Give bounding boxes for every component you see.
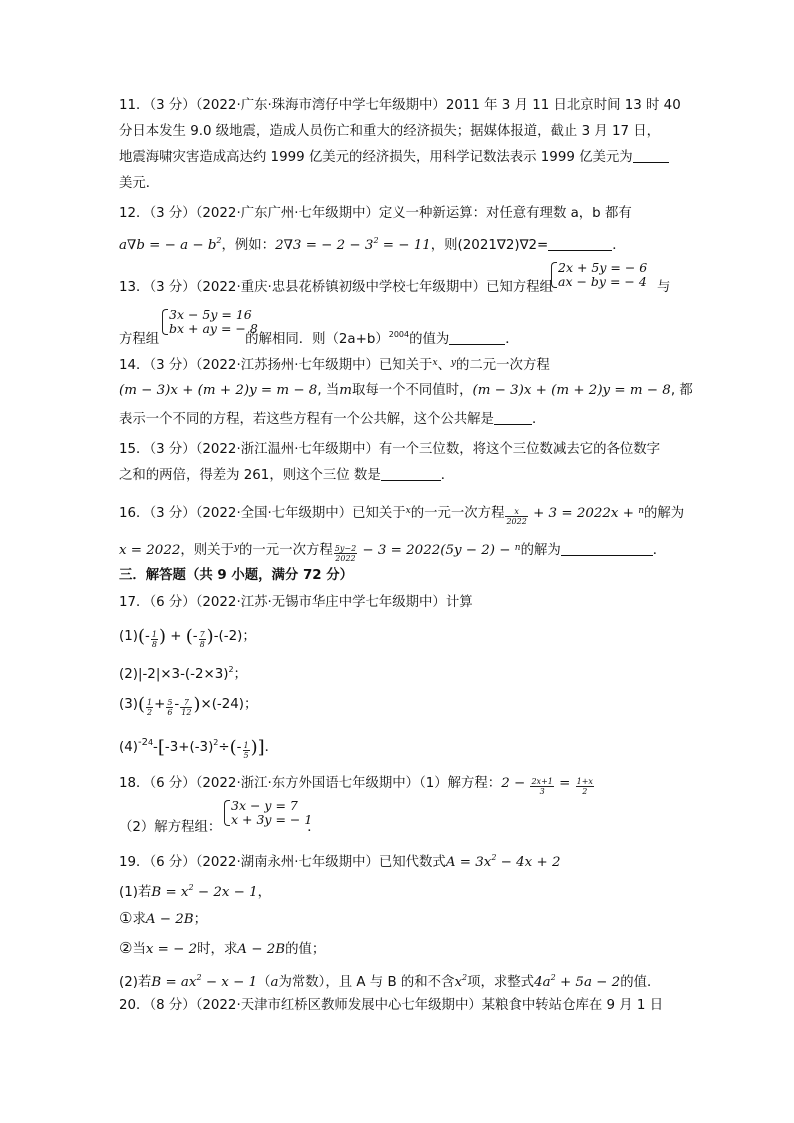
denominator: 8 — [199, 640, 205, 649]
q12-example-result: = − 11 — [378, 238, 431, 253]
q14-text: 的二元一次方程 — [456, 358, 550, 373]
q14-line-2 — [119, 381, 693, 401]
q19-part-2 — [119, 968, 660, 993]
variable: a — [270, 975, 279, 990]
q16-line-2 — [119, 538, 666, 563]
numerator: 2x+1 — [531, 777, 553, 786]
q13-and: 与 — [657, 280, 671, 295]
numerator: 5 — [167, 698, 173, 707]
q19-text: （ — [257, 975, 271, 990]
q18-line-1 — [119, 774, 595, 796]
fraction — [243, 741, 250, 760]
q11-text: 地震海啸灾害造成高达约 1999 亿美元的经济损失，用科学记数法表示 1999 亿美元为 — [119, 150, 633, 165]
q14-period: ． — [531, 412, 546, 427]
denominator: 6 — [167, 708, 173, 717]
part-label: (1) — [119, 629, 138, 644]
paren: ( — [137, 626, 145, 647]
q12-period: ． — [612, 238, 626, 253]
section-heading: 三．解答题（共 9 小题，满分 72 分） — [119, 568, 354, 583]
exponent: 2 — [550, 973, 556, 982]
q19-text: 求 — [132, 912, 146, 927]
expression: -3+(-3) — [164, 740, 214, 755]
fraction — [151, 630, 158, 649]
expression: (2)|-2|×3-(-2×3) — [119, 667, 229, 682]
q16-period: ． — [652, 543, 667, 558]
q15-line-2 — [119, 466, 454, 486]
q12-line-2 — [119, 231, 626, 256]
q15-text: 之和的两倍，得差为 261，则这个三位 数是 — [119, 468, 381, 483]
q13-system-1 — [550, 261, 647, 289]
paren: ) — [158, 626, 166, 647]
q19-text: 当 — [132, 942, 146, 957]
denominator: 8 — [151, 640, 157, 649]
answer-blank — [449, 330, 505, 345]
equation: B = x — [151, 885, 189, 900]
denominator: 12 — [181, 708, 192, 717]
equation: − x − 1 — [201, 975, 258, 990]
equation: B = ax — [151, 975, 197, 990]
q13-line-1 — [119, 278, 553, 298]
expression: -(-2)； — [213, 629, 256, 644]
paren: ( — [229, 737, 237, 758]
q14-text: 表示一个不同的方程，若这些方程有一个公共解，这个公共解是 — [119, 412, 494, 427]
numerator: 7 — [180, 698, 192, 708]
fraction — [334, 544, 357, 563]
q17-part-2 — [119, 660, 247, 685]
numerator: 7 — [199, 630, 205, 639]
q16-text: 的解为 — [520, 543, 561, 558]
paren: ) — [193, 694, 201, 715]
exponent: 2 — [216, 236, 222, 245]
q20-line-1: 20．（8 分）（2022·天津市红桥区教师发展中心七年级期中）某粮食中转站仓库在 9 月 1 日 — [119, 998, 664, 1013]
equation: bx + ay = − 8 — [169, 321, 258, 336]
circled-number: ② — [119, 939, 133, 957]
q13-period: ． — [505, 332, 519, 347]
equation: A = 3x — [445, 855, 492, 870]
denominator: 5 — [243, 751, 249, 760]
denominator: 2022 — [335, 554, 356, 563]
fraction — [576, 777, 594, 796]
denominator: 2 — [582, 787, 588, 796]
q16-line-1 — [119, 501, 684, 526]
equation: − 4x + 2 — [496, 855, 561, 870]
q16-text: ，则关于 — [180, 543, 234, 558]
q13-text: 13．（3 分）（2022·重庆·忠县花桥镇初级中学校七年级期中）已知方程组 — [119, 280, 553, 295]
expression: 4a — [534, 975, 551, 990]
expression: -2 — [137, 737, 148, 748]
expression: ； — [233, 667, 247, 682]
q19-text: (2)若 — [119, 975, 152, 990]
equation: − 2x − 1 — [193, 885, 258, 900]
fraction — [530, 777, 553, 796]
expression: ×(-24)； — [200, 697, 258, 712]
q17-title: 17．（6 分）（2022·江苏·无锡市华庄中学七年级期中）计算 — [119, 595, 473, 610]
bracket: [ — [157, 737, 165, 758]
paren: ) — [250, 737, 258, 758]
expression: A − 2B — [145, 912, 194, 927]
q11-line-2: 分日本发生 9.0 级地震，造成人员伤亡和重大的经济损失；据媒体报道，截止 3 月 17 日， — [119, 124, 661, 139]
q16-text: 的一元一次方程 — [410, 506, 505, 521]
variable: y — [450, 358, 456, 368]
exponent: 2 — [491, 853, 497, 862]
fraction — [180, 698, 192, 717]
q19-text: 时，求 — [197, 942, 238, 957]
q19-text: ， — [257, 885, 272, 900]
q19-text: (1)若 — [119, 885, 152, 900]
q12-text: ，例如： — [221, 238, 276, 253]
expression: ÷ — [218, 740, 230, 755]
exponent: 2 — [228, 665, 234, 674]
paren: ( — [185, 626, 193, 647]
numerator: 5y−2 — [334, 544, 357, 553]
expression: + 5a − 2 — [555, 975, 621, 990]
denominator: 2022 — [506, 517, 527, 526]
q19-text: 的值； — [285, 942, 326, 957]
answer-blank — [494, 410, 532, 425]
q17-part-4: $(4)^{-24}-[-3+(-3)^2\div(-$ $\frac{1}{5}$ )]． — [119, 737, 279, 760]
q15-period: ． — [440, 468, 455, 483]
q12-example: 2∇3 = − 2 − 3 — [275, 238, 374, 253]
q11-line-1: 11．（3 分）（2022·广东·珠海市湾仔中学七年级期中）2011 年 3 月 11 日北京时间 13 时 40 — [119, 98, 681, 113]
exponent: 2 — [462, 973, 468, 982]
part-label: (3) — [119, 697, 138, 712]
fraction — [146, 698, 153, 717]
denominator: 2 — [147, 708, 153, 717]
q12-question: ，则(2021∇2)∇2= — [430, 238, 549, 253]
answer-blank — [381, 466, 441, 481]
q14-text: 、 — [437, 358, 451, 373]
q19-sub-1 — [119, 908, 207, 930]
denominator: 3 — [539, 787, 545, 796]
equation: x = 2022 — [119, 543, 181, 558]
equation: 2 − — [501, 776, 530, 791]
equation: (m − 3)x + (m + 2)y = m − 8 — [472, 383, 671, 398]
paren: ) — [206, 626, 214, 647]
equation: + 3 = 2022x + — [528, 506, 639, 521]
expression: - — [153, 740, 158, 755]
exponent: 2004 — [388, 330, 410, 339]
q18-system — [223, 799, 312, 827]
q19-text: ； — [193, 912, 207, 927]
q16-text: 16．（3 分）（2022·全国·七年级期中）已知关于 — [119, 506, 406, 521]
q14-text: , 当 — [317, 383, 340, 398]
q11-line-4: 美元． — [119, 176, 160, 191]
exponent: 2 — [213, 738, 219, 747]
q19-text: 为常数），且 A 与 B 的和不含 — [278, 975, 455, 990]
equation: (m − 3)x + (m + 2)y = m − 8 — [119, 383, 318, 398]
q13-system-2 — [161, 308, 258, 336]
variable: x — [405, 506, 411, 516]
q18-period: ． — [307, 820, 321, 835]
circled-number: ① — [119, 909, 133, 927]
equation: 2x + 5y = − 6 — [558, 260, 648, 275]
q16-text: 的解为 — [643, 506, 685, 521]
q12-line-1: 12．（3 分）（2022·广东广州·七年级期中）定义一种新运算：对任意有理数 a，b 都有 — [119, 206, 632, 221]
q14-text: , 都 — [670, 383, 693, 398]
fraction — [199, 630, 206, 649]
q13-text: 的解相同．则（2a+b） — [245, 332, 389, 347]
q19-line-1 — [119, 848, 560, 873]
q18-text: （2）解方程组： — [119, 820, 222, 835]
part-label: (4) — [119, 740, 138, 755]
expression: A − 2B — [237, 942, 286, 957]
variable: n — [514, 543, 521, 553]
equation: = — [554, 776, 575, 791]
q19-sub-2 — [119, 938, 325, 960]
equation: ax − by = − 4 — [558, 274, 647, 289]
numerator: 1 — [243, 741, 249, 750]
variable: m — [339, 383, 352, 398]
equation: 3x − 5y = 16 — [169, 307, 252, 322]
fraction — [505, 507, 527, 526]
paren: ( — [137, 694, 145, 715]
variable: x — [432, 358, 438, 368]
answer-blank — [561, 541, 653, 556]
variable: y — [233, 543, 240, 553]
equation: − 3 = 2022(5y − 2) − — [358, 543, 515, 558]
q11-line-3 — [119, 148, 669, 168]
numerator: x — [505, 507, 527, 517]
bracket: ] — [257, 737, 265, 758]
q17-part-1: (1)(- $\frac{1}{8}$ ) + (- $\frac{7}{8}$ )-(-2)； — [119, 626, 256, 649]
q14-text: 14．（3 分）（2022·江苏扬州·七年级期中）已知关于 — [119, 358, 433, 373]
q16-text: 的一元一次方程 — [239, 543, 333, 558]
numerator: 1+x — [576, 777, 593, 786]
q12-definition: a∇b = − a − b — [119, 238, 217, 253]
q14-text: 取每一个不同值时， — [351, 383, 473, 398]
q19-text: 项，求整式 — [467, 975, 535, 990]
q18-text: 18．（6 分）（2022·浙江·东方外国语七年级期中）（1）解方程： — [119, 776, 502, 791]
fraction — [166, 698, 173, 717]
exponent: 2 — [373, 236, 379, 245]
q15-line-1: 15．（3 分）（2022·浙江温州·七年级期中）有一个三位数，将这个三位数减去它的各位数字 — [119, 442, 661, 457]
variable: x — [454, 975, 463, 990]
variable: n — [638, 506, 644, 516]
q19-text: 19．（6 分）（2022·湖南永州·七年级期中）已知代数式 — [119, 855, 446, 870]
q17-part-3: (3)( $\frac{1}{2}$ + $\frac{5}{6}$ - $\frac{7}{12}$ )×(-24)； — [119, 694, 258, 717]
exponent: 4 — [147, 738, 154, 747]
equation: 3x − y = 7 — [231, 798, 298, 813]
exponent: 2 — [188, 883, 194, 892]
q14-line-3 — [119, 410, 545, 430]
answer-blank — [548, 236, 612, 251]
q13-text: 方程组 — [119, 332, 160, 347]
expression: ． — [264, 740, 279, 755]
q14-line-1 — [119, 353, 550, 376]
q19-part-1 — [119, 878, 271, 903]
q13-text: 的值为 — [409, 332, 450, 347]
exponent: 2 — [196, 973, 202, 982]
answer-blank — [633, 148, 669, 163]
numerator: 1 — [147, 698, 153, 707]
numerator: 1 — [151, 630, 157, 639]
q19-text: 的值． — [620, 975, 661, 990]
equation: x + 3y = − 1 — [231, 812, 313, 827]
expression: x = − 2 — [145, 942, 198, 957]
